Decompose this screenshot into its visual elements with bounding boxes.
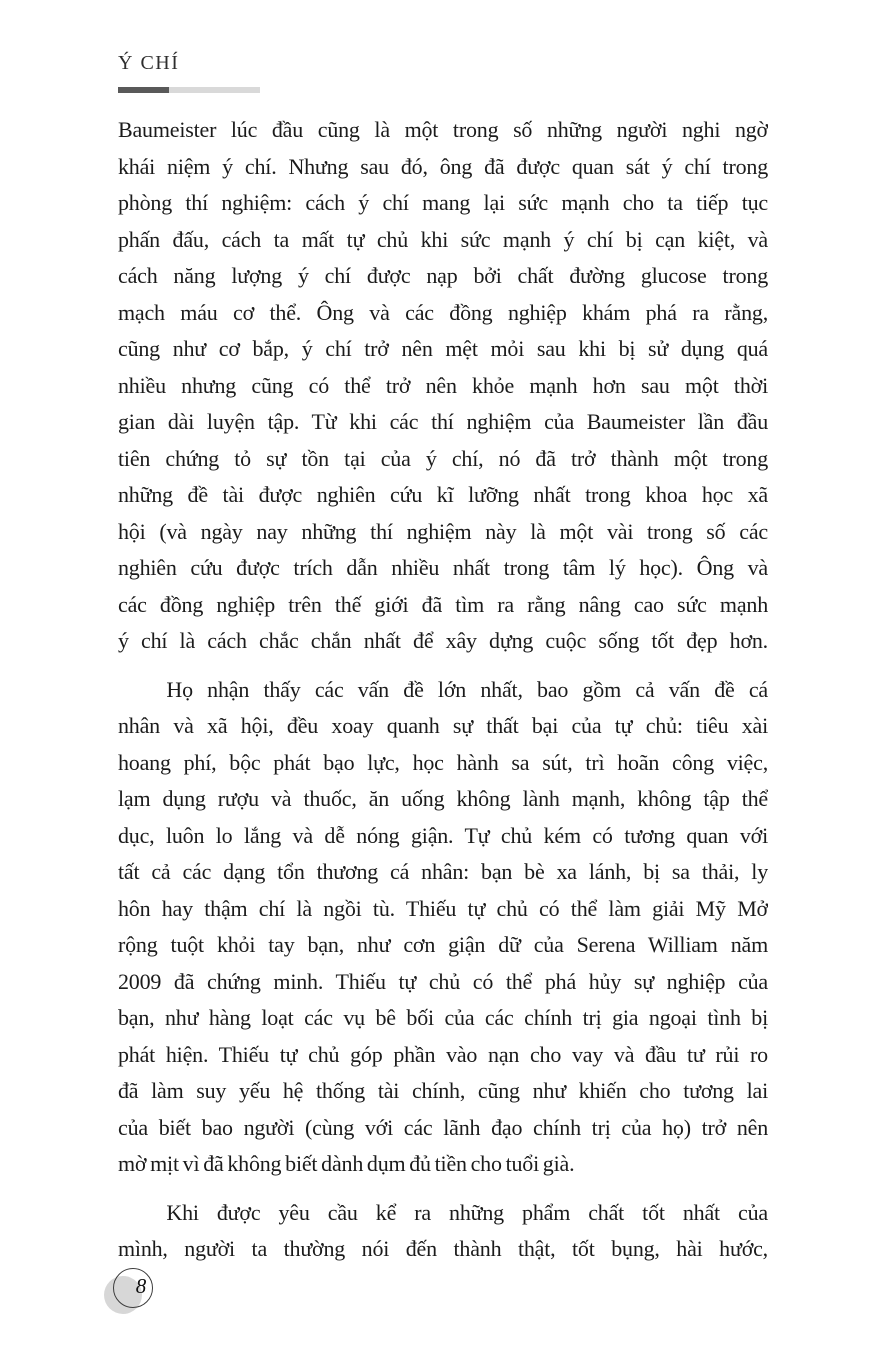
- header-rule: [118, 87, 260, 93]
- text-line: Khi được yêu cầu kể ra những phẩm chất tốt nhất của: [166, 1199, 768, 1225]
- running-head-title: Ý CHÍ: [118, 52, 180, 74]
- body-text: [118, 112, 768, 1268]
- paragraph: [118, 672, 768, 1183]
- text-line: bạn, như hàng loạt các vụ bê bối của các chính trị gia ngoại tình bị: [118, 1005, 768, 1030]
- text-line: phòng thí nghiệm: cách ý chí mang lại sức mạnh cho ta tiếp tục: [118, 190, 768, 215]
- text-line: cách năng lượng ý chí được nạp bởi chất đường glucose trong: [118, 263, 768, 288]
- text-line: hoang phí, bộc phát bạo lực, học hành sa sút, trì hoãn công việc,: [118, 749, 768, 775]
- text-line: của biết bao người (cùng với các lãnh đạo chính trị của họ) trở nên: [118, 1114, 768, 1140]
- header-rule-dark-segment: [118, 87, 169, 93]
- page-number-badge: [104, 1266, 156, 1318]
- text-line: những đề tài được nghiên cứu kĩ lưỡng nhất trong khoa học xã: [118, 482, 768, 507]
- text-line: nghiên cứu được trích dẫn nhiều nhất trong tâm lý học). Ông và: [118, 555, 768, 580]
- text-line: 2009 đã chứng minh. Thiếu tự chủ có thể phá hủy sự nghiệp của: [118, 968, 768, 994]
- text-line: phát hiện. Thiếu tự chủ góp phần vào nạn cho vay và đầu tư rủi ro: [118, 1041, 768, 1067]
- text-line: mờ mịt vì đã không biết dành dụm đủ tiền cho tuổi già.: [118, 1151, 575, 1176]
- text-line: lạm dụng rượu và thuốc, ăn uống không lành mạnh, không tập thể: [118, 786, 768, 811]
- text-line: phấn đấu, cách ta mất tự chủ khi sức mạnh ý chí bị cạn kiệt, và: [118, 226, 768, 252]
- text-line: mình, người ta thường nói đến thành thật, tốt bụng, hài hước,: [118, 1236, 768, 1261]
- text-line: các đồng nghiệp trên thế giới đã tìm ra rằng nâng cao sức mạnh: [118, 591, 768, 617]
- text-line: nhiều nhưng cũng có thể trở nên khỏe mạnh hơn sau một thời: [118, 372, 768, 398]
- text-line: nhân và xã hội, đều xoay quanh sự thất bại của tự chủ: tiêu xài: [118, 713, 768, 738]
- text-line: đã làm suy yếu hệ thống tài chính, cũng như khiến cho tương lai: [118, 1078, 768, 1103]
- text-line: gian dài luyện tập. Từ khi các thí nghiệm của Baumeister lần đầu: [118, 409, 768, 434]
- header-rule-light-segment: [169, 87, 260, 93]
- text-line: tiên chứng tỏ sự tồn tại của ý chí, nó đã trở thành một trong: [118, 445, 768, 471]
- text-line: rộng tuột khỏi tay bạn, như cơn giận dữ của Serena William năm: [118, 932, 768, 957]
- text-line: khái niệm ý chí. Nhưng sau đó, ông đã được quan sát ý chí trong: [118, 153, 768, 179]
- text-line: mạch máu cơ thể. Ông và các đồng nghiệp khám phá ra rằng,: [118, 299, 768, 325]
- text-line: tất cả các dạng tổn thương cá nhân: bạn bè xa lánh, bị sa thải, ly: [118, 859, 768, 884]
- text-line: Baumeister lúc đầu cũng là một trong số những người nghi ngờ: [118, 117, 768, 142]
- text-line: Họ nhận thấy các vấn đề lớn nhất, bao gồm cả vấn đề cá: [166, 676, 768, 702]
- text-line: dục, luôn lo lắng và dễ nóng giận. Tự chủ kém có tương quan với: [118, 822, 768, 848]
- page-number: 8: [135, 1273, 147, 1298]
- text-line: cũng như cơ bắp, ý chí trở nên mệt mỏi sau khi bị sử dụng quá: [118, 336, 768, 361]
- text-line: hôn hay thậm chí là ngồi tù. Thiếu tự chủ có thể làm giải Mỹ Mở: [118, 895, 768, 921]
- text-line: ý chí là cách chắc chắn nhất để xây dựng cuộc sống tốt đẹp hơn.: [118, 628, 768, 653]
- paragraph: [118, 1195, 768, 1268]
- text-line: hội (và ngày nay những thí nghiệm này là một vài trong số các: [118, 518, 768, 544]
- paragraph: [118, 112, 768, 660]
